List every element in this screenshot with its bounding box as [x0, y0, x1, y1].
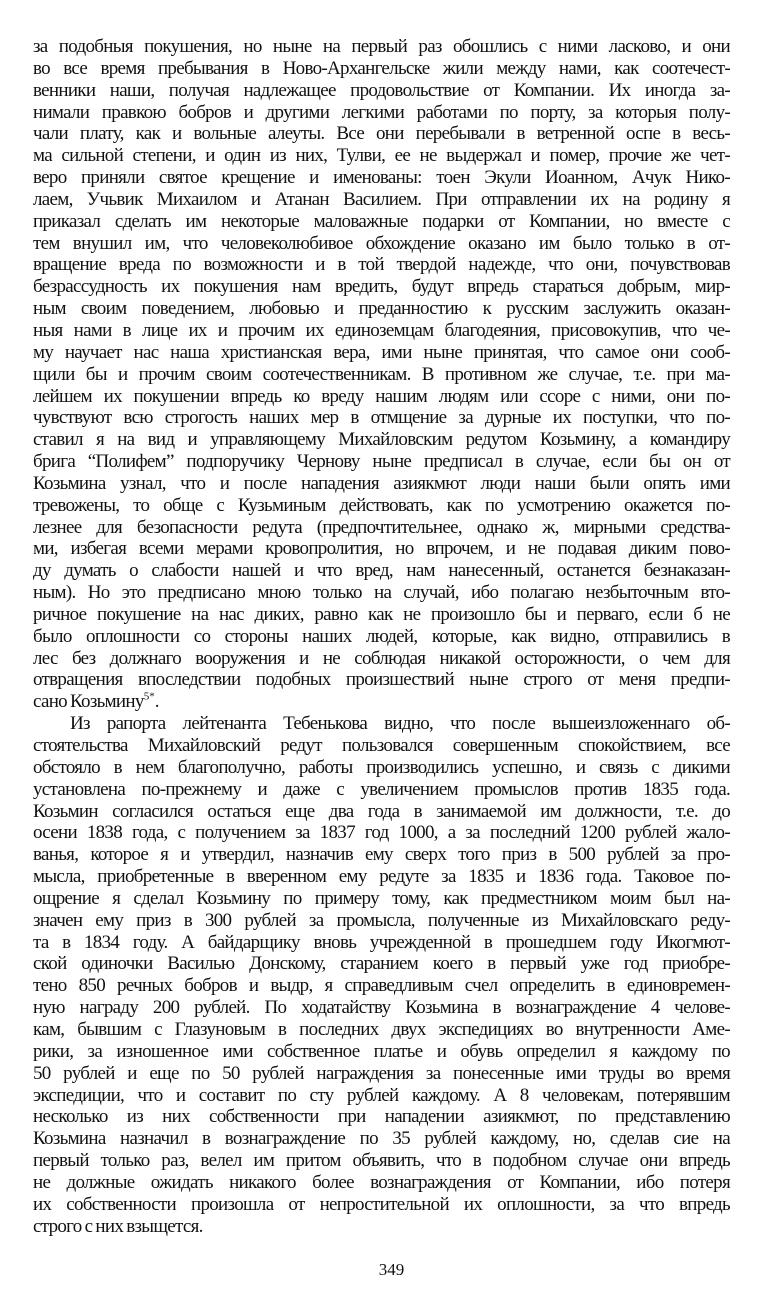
- text-line: [33, 58, 730, 80]
- text-line-content: экспедиции, что и составит по сту рублей каждому. А 8 человекам, потерявшим: [33, 1084, 730, 1106]
- text-line: [33, 1019, 730, 1041]
- sentence-ending: .: [154, 691, 159, 713]
- text-line-content: лейшем их покушении впредь ко вреду нашим людям или ссоре с ними, они по-: [33, 385, 730, 407]
- text-line: [33, 713, 730, 735]
- text-line: [33, 1150, 730, 1172]
- text-line-content: кам, бывшим с Глазуновым в последних двух экспедициях во внутренности Аме-: [33, 1018, 730, 1040]
- text-line: [33, 80, 730, 102]
- text-line: [33, 342, 730, 364]
- text-line-content: осени 1838 года, с получением за 1837 год 1000, а за последний 1200 рублей жало-: [33, 822, 730, 844]
- text-line: [33, 298, 730, 320]
- text-line-content: Из рапорта лейтенанта Тебенькова видно, что после вышеизложеннаго об-: [70, 713, 730, 735]
- text-line: [33, 560, 730, 582]
- text-line-content: лаем, Учьвик Михаилом и Атанан Василием. При отправлении их на родину я: [33, 188, 730, 210]
- text-line-content: 50 рублей и еще по 50 рублей награждения за понесенные ими труды во время: [33, 1062, 730, 1084]
- paragraph-2: [33, 713, 730, 1237]
- text-line-content: лес без должнаго вооружения и не соблюдая никакой осторожности, о чем для: [33, 647, 730, 669]
- text-line: [33, 276, 730, 298]
- text-line-content: лезнее для безопасности редута (предпочтительнее, однако ж, мирными средства-: [33, 516, 730, 538]
- text-line: [33, 888, 730, 910]
- text-line: [33, 145, 730, 167]
- text-line-content: во все время пребывания в Ново-Архангельске жили между нами, как соотечест-: [33, 57, 730, 79]
- text-line: [33, 233, 730, 255]
- text-line: [33, 429, 730, 451]
- text-line-content: ду думать о слабости нашей и что вред, нам нанесенный, останется безнаказан-: [33, 560, 730, 582]
- text-line: [33, 953, 730, 975]
- text-line: [33, 932, 730, 954]
- text-line-content: значен ему приз в 300 рублей за промысла, полученные из Михайловскаго реду-: [33, 909, 730, 931]
- text-line: [33, 1216, 730, 1238]
- text-line-content: безрассудность их покушения нам вредить, будут впредь стараться добрым, мир-: [33, 276, 730, 298]
- text-line: [33, 495, 730, 517]
- text-line-content: ма сильной степени, и один из них, Тулви, ее не выдержал и помер, прочие же чет-: [33, 145, 730, 167]
- text-line-content: строго с них взыщется.: [33, 1215, 203, 1237]
- text-line: [33, 801, 730, 823]
- text-line: [33, 320, 730, 342]
- text-line-content: обстояло в нем благополучно, работы производились успешно, и связь с дикими: [33, 756, 730, 778]
- text-line-content: было оплошности со стороны наших людей, которые, как видно, отправились в: [33, 625, 730, 647]
- text-line-content: несколько из них собственности при нападении азиякмют, по представлению: [33, 1106, 730, 1128]
- text-line-content: сано Козьмину: [33, 691, 144, 713]
- text-line-content: щили бы и прочим своим соотечественникам. В противном же случае, т.е. при ма-: [33, 363, 730, 385]
- text-line-content: Козьмина узнал, что и после нападения азиякмют люди наши были опять ими: [33, 472, 730, 494]
- text-line: [33, 866, 730, 888]
- text-line-content: чувствуют всю строгость наших мер в отмщение за дурные их поступки, что по-: [33, 407, 730, 429]
- text-line-content: ныя нами в лице их и прочим их единоземцам благодеяния, присовокупив, что че-: [33, 319, 730, 341]
- text-line-content: ным). Но это предписано мною только на случай, ибо полагаю незбыточным вто-: [33, 582, 730, 604]
- text-line-content: ричное покушение на нас диких, равно как не произошло бы и перваго, если б не: [33, 603, 730, 625]
- text-line: [33, 997, 730, 1019]
- text-line: [33, 189, 730, 211]
- text-line-content: тревожены, то обще с Кузьминым действовать, как по усмотрению окажется по-: [33, 494, 730, 516]
- text-line: [33, 254, 730, 276]
- text-line-content: тено 850 речных бобров и выдр, я справедливым счел определить в единовремен-: [33, 975, 730, 997]
- text-line-content: установлена по-прежнему и даже с увеличением промыслов против 1835 года.: [33, 778, 730, 800]
- text-line: [33, 1194, 730, 1216]
- paragraph-1: [33, 36, 730, 713]
- text-line: [33, 822, 730, 844]
- text-line: [33, 386, 730, 408]
- text-line: [33, 1085, 730, 1107]
- text-line: [33, 648, 730, 670]
- text-line-content: нимали правкою бобров и другими легкими работами по порту, за которыя полу-: [33, 101, 730, 123]
- text-line-content: первый только раз, велел им притом объявить, что в подобном случае они впредь: [33, 1150, 730, 1172]
- text-line-content: ощрение я сделал Козьмину по примеру тому, как предместником моим был на-: [33, 887, 730, 909]
- text-line: [33, 364, 730, 386]
- text-line: [33, 102, 730, 124]
- text-line-content: брига “Полифем” подпоручику Чернову ныне предписал в случае, если бы он от: [33, 451, 730, 473]
- text-line: [33, 975, 730, 997]
- text-line-content: их собственности произошла от непростительной их оплошности, за что впредь: [33, 1193, 730, 1215]
- text-line-content: тем внушил им, что человеколюбивое обхождение оказано им было только в от-: [33, 232, 730, 254]
- text-line: [33, 844, 730, 866]
- text-line: [33, 1172, 730, 1194]
- text-line-content: Козьмина назначил в вознаграждение по 35 рублей каждому, но, сделав сие на: [33, 1128, 730, 1150]
- text-line: [33, 1106, 730, 1128]
- text-line-content: му научает нас наша христианская вера, ими ныне принятая, что самое они сооб-: [33, 341, 730, 363]
- text-line: [33, 123, 730, 145]
- text-line-content: веро приняли святое крещение и именованы: тоен Экули Иоанном, Ачук Нико-: [33, 167, 730, 189]
- text-line-content: стоятельства Михайловский редут пользовался совершенным спокойствием, все: [33, 735, 730, 756]
- text-line: [33, 36, 730, 58]
- text-line-content: ную награду 200 рублей. По ходатайству Козьмина в вознаграждение 4 челове-: [33, 997, 730, 1019]
- text-line-content: отвращения впоследствии подобных произшествий ныне строго от меня предпи-: [33, 669, 730, 691]
- text-line: [33, 779, 730, 801]
- text-line: [33, 626, 730, 648]
- text-line: [33, 669, 730, 691]
- text-line-content: не должные ожидать никакого более вознаграждения от Компании, ибо потеря: [33, 1171, 730, 1193]
- text-line-content: чали плату, как и вольные алеуты. Все они перебывали в ветренной оспе в весь-: [33, 123, 730, 145]
- text-line-content: приказал сделать им некоторые маловажные подарки от Компании, но вместе с: [33, 210, 730, 232]
- text-line-content: венники наши, получая надлежащее продовольствие от Компании. Их иногда за-: [33, 79, 730, 101]
- text-line-content: ставил я на вид и управляющему Михайловским редутом Козьмину, а командиру: [33, 429, 730, 451]
- text-line: [33, 757, 730, 779]
- text-line: [33, 910, 730, 932]
- text-line: [33, 211, 730, 233]
- page-number: 349: [378, 1260, 405, 1280]
- text-line: [33, 451, 730, 473]
- text-line: [33, 1128, 730, 1150]
- text-line-content: ванья, которое я и утвердил, назначив ему сверх того приз в 500 рублей за про-: [33, 844, 730, 866]
- text-line: [33, 517, 730, 539]
- text-line: [33, 473, 730, 495]
- text-line-content: та в 1834 году. А байдарщику вновь учрежденной в прошедшем году Икогмют-: [33, 931, 730, 953]
- text-line: [33, 582, 730, 604]
- text-line-content: мысла, приобретенные в вверенном ему редуте за 1835 и 1836 года. Таковое по-: [33, 866, 730, 888]
- text-line: [33, 735, 730, 757]
- text-line-content: вращение вреда по возможности и в той твердой надежде, что они, почувствовав: [33, 254, 730, 276]
- text-line-content: рики, за изношенное ими собственное платье и обувь определил я каждому по: [33, 1040, 730, 1062]
- text-line: [33, 167, 730, 189]
- text-line: [33, 407, 730, 429]
- footnote-marker: 5*: [143, 690, 155, 703]
- text-line: [33, 604, 730, 626]
- text-line-content: за подобныя покушения, но ныне на первый раз обошлись с ними ласково, и они: [33, 36, 730, 57]
- text-line-content: ской одиночки Василью Донскому, старанием коего в первый уже год приобре-: [33, 953, 730, 975]
- text-line-content: ми, избегая всеми мерами кровопролития, но впрочем, и не подавая диким пово-: [33, 538, 730, 560]
- text-line-content: Козьмин согласился остаться еще два года в занимаемой им должности, т.е. до: [33, 800, 730, 822]
- text-line: [33, 1041, 730, 1063]
- text-line: [33, 691, 730, 713]
- text-line-content: ным своим поведением, любовью и преданностию к русским заслужить оказан-: [33, 298, 730, 320]
- text-line: [33, 538, 730, 560]
- text-line: [33, 1063, 730, 1085]
